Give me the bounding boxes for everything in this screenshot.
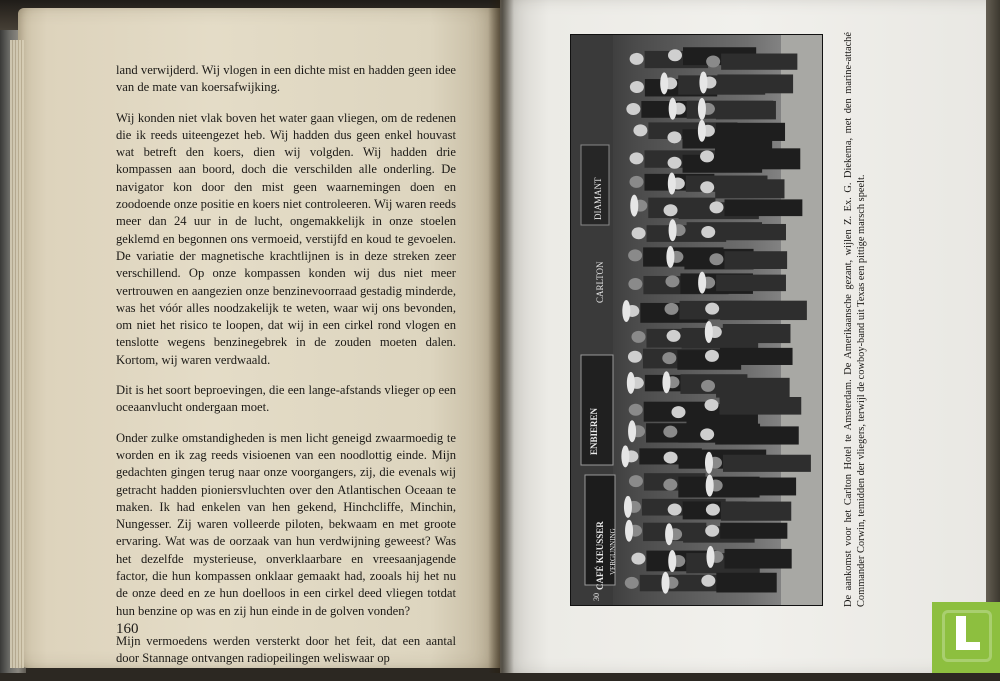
crowd-figure-head <box>671 406 685 418</box>
crowd-figure-head <box>625 577 639 589</box>
lastdodo-logo <box>932 602 1000 673</box>
crowd-figure-head <box>629 475 643 487</box>
crowd-figure-body <box>724 199 802 216</box>
crowd-figure-head <box>667 330 681 342</box>
caption-text: De aankomst voor het Carlton Hotel te Amsterdam. De Amerikaansche gezant, wijlen Z. Ex. G. Diekema, met den marine-attaché Commander Corwin, temidden der vliegers, terwijl de cowboy-band uit Texas een pittige marsch speelt. <box>843 32 867 607</box>
crowd-figure-body <box>716 101 776 119</box>
crowd-figure-head <box>628 249 642 261</box>
crowd-figure-hat <box>660 72 668 94</box>
crowd-figure-body <box>721 502 791 521</box>
crowd-figure-head <box>701 575 715 587</box>
crowd-figure-body <box>715 179 784 198</box>
crowd-figure-head <box>626 103 640 115</box>
crowd-figure-head <box>664 452 678 464</box>
crowd-figure-head <box>700 181 714 193</box>
crowd-figure-body <box>720 397 802 415</box>
book-cover-right-edge <box>984 0 1000 673</box>
crowd-figure-body <box>724 549 791 569</box>
crowd-figure-body <box>716 378 790 398</box>
crowd-figure-head <box>668 157 682 169</box>
crowd-figure-hat <box>698 272 706 294</box>
crowd-figure-head <box>700 428 714 440</box>
crowd-figure-hat <box>706 475 714 497</box>
crowd-figure-head <box>700 150 714 162</box>
crowd-figure-head <box>705 399 719 411</box>
crowd-figure-hat <box>624 496 632 518</box>
crowd-figure-head <box>709 253 723 265</box>
crowd-figure-body <box>721 54 797 70</box>
crowd-figure-head <box>701 226 715 238</box>
crowd-figure-hat <box>698 98 706 120</box>
crowd-figure-body <box>724 478 796 496</box>
crowd-figure-hat <box>665 523 673 545</box>
crowd-figure-head <box>668 49 682 61</box>
crowd-figure-head <box>628 278 642 290</box>
crowd-figure-hat <box>622 300 630 322</box>
crowd-figure-head <box>668 503 682 515</box>
photo-number: 30 <box>592 593 601 601</box>
crowd-figure-head <box>629 176 643 188</box>
sign-carlton: CARLTON <box>595 261 605 303</box>
crowd-figure-body <box>716 275 786 292</box>
crowd-figure-hat <box>625 520 633 542</box>
crowd-figure-body <box>724 251 787 269</box>
crowd-figure-hat <box>630 195 638 217</box>
sign-enbieren: ENBIEREN <box>589 407 599 455</box>
crowd-figure-hat <box>706 546 714 568</box>
crowd-figure-head <box>633 124 647 136</box>
crowd-figure-head <box>667 131 681 143</box>
crowd-figure-head <box>706 56 720 68</box>
paragraph: Onder zulke omstandigheden is men licht geneigd zwaarmoedig te worden en ik zag reeds visioenen van een noodlottig einde. Mijn gedachten gingen terug naar onze voorgangers, zij, die evenals wij getracht hadden pioniersvluchten over den Atlantischen Oceaan te maken. Ik had enkelen van hen gekend, Hinchcliffe, Minchin, Nungesser. Zij waren volleerde piloten, bekwaam en met groote ervaring. Wat was de oorzaak van hun verdwijning geweest? Was het dezelfde mysterieuse, onverklaarbare en vreesaanjagende factor, die hun kompassen onklaar gemaakt had, zooals hij het nu de onze deed en ze hun doelloos in een cirkel deed vliegen totdat hun benzine op was en zij hun einde in de golven vonden? <box>116 430 456 618</box>
crowd-figure-hat <box>669 98 677 120</box>
crowd-figure-hat <box>621 445 629 467</box>
crowd-figure-body <box>716 224 786 240</box>
crowd-figure-hat <box>666 246 674 268</box>
paragraph: Dit is het soort beproevingen, die een lange-afstands vlieger op een oceaanvlucht ondergaan moet. <box>116 383 456 415</box>
crowd-figure-hat <box>668 550 676 572</box>
crowd-figure-hat <box>661 572 669 594</box>
photo-caption <box>842 32 877 607</box>
crowd-figure-body <box>715 148 800 169</box>
crowd-figure-head <box>630 53 644 65</box>
crowd-figure-head <box>628 351 642 363</box>
crowd-figure-hat <box>669 219 677 241</box>
crowd-figure-hat <box>705 321 713 343</box>
left-page-text <box>116 62 456 681</box>
logo-letter-l-foot <box>956 642 980 650</box>
crowd-figure-head <box>632 227 646 239</box>
page-stack-edges <box>10 40 24 668</box>
crowd-figure-head <box>701 380 715 392</box>
crowd-figure-head <box>709 201 723 213</box>
crowd-figure-head <box>662 352 676 364</box>
crowd-figure-head <box>705 303 719 315</box>
crowd-figure-body <box>715 426 799 444</box>
paragraph: land verwijderd. Wij vlogen in een dichte mist en hadden geen idee van de mate van koersafwijking. <box>116 63 456 95</box>
crowd-figure-hat <box>662 371 670 393</box>
photo-crowd-illustration <box>571 35 822 605</box>
crowd-figure-head <box>663 479 677 491</box>
sign-cafe-keusser: CAFÉ KEUSSER <box>595 521 605 590</box>
crowd-figure-hat <box>628 420 636 442</box>
crowd-figure-body <box>723 324 791 343</box>
crowd-figure-body <box>723 455 811 472</box>
paragraph: Wij konden niet vlak boven het water gaan vliegen, om de redenen die ik reeds uiteengezet heb. Wij hadden dus geen enkel houvast wat betreft den koers, dien wij volgden. Wij hadden drie kompassen aan boord, doch die verschilden alle onderling. De navigator kon door den mist geen waarnemingen doen en zoodoende onze positie en koers niet controleeren. Wij waren reeds meer dan 24 uur in de lucht, ongemakkelijk in onze stoelen geklemd en begonnen ons vermoeid, verstijfd en koud te gevoelen. De variatie der magnetische krachtlijnen is in deze streken zeer verschillend. Op onze kompassen konden wij dus niet meer vertrouwen en aangezien onze benzinevoorraad gestadig minderde, was het vóór alles noodzakelijk te weten, waar wij ons bevonden, om niet het risico te loopen, dat wij in een cirkel rond vlogen en tenslotte wegens benzinegebrek in de zouden moeten dalen. Kortom, wij waren verdwaald. <box>116 110 456 367</box>
logo-frame <box>942 610 992 662</box>
crowd-figure-body <box>720 348 793 365</box>
crowd-figure-hat <box>705 452 713 474</box>
sign-vergunning: VERGUNNING <box>609 528 617 575</box>
sign-diamant: DIAMANT <box>593 177 603 220</box>
crowd-figure-body <box>717 74 793 93</box>
crowd-figure-head <box>665 303 679 315</box>
crowd-figure-head <box>631 331 645 343</box>
crowd-figure-hat <box>698 120 706 142</box>
crowd-figure-head <box>664 204 678 216</box>
crowd-figure-head <box>630 81 644 93</box>
crowd-figure-head <box>629 404 643 416</box>
crowd-figure-head <box>663 426 677 438</box>
crowd-figure-head <box>630 152 644 164</box>
crowd-figure-body <box>716 123 785 141</box>
crowd-figure-hat <box>699 71 707 93</box>
crowd-figure-head <box>665 275 679 287</box>
crowd-figure-head <box>705 350 719 362</box>
crowd-figure-head <box>631 553 645 565</box>
book-gutter <box>488 0 514 673</box>
crowd-figure-body <box>716 573 776 593</box>
crowd-figure-body <box>720 301 807 320</box>
historical-photo <box>570 34 823 606</box>
paragraph: Mijn vermoedens werden versterkt door het feit, dat een aantal door Stannage ontvangen radiopeilingen weliswaar op <box>116 633 456 666</box>
crowd-figure-head <box>706 504 720 516</box>
crowd-figure-body <box>720 523 787 539</box>
crowd-figure-head <box>705 525 719 537</box>
crowd-figure-hat <box>627 372 635 394</box>
crowd-figure-hat <box>668 173 676 195</box>
page-number: 160 <box>116 621 139 637</box>
